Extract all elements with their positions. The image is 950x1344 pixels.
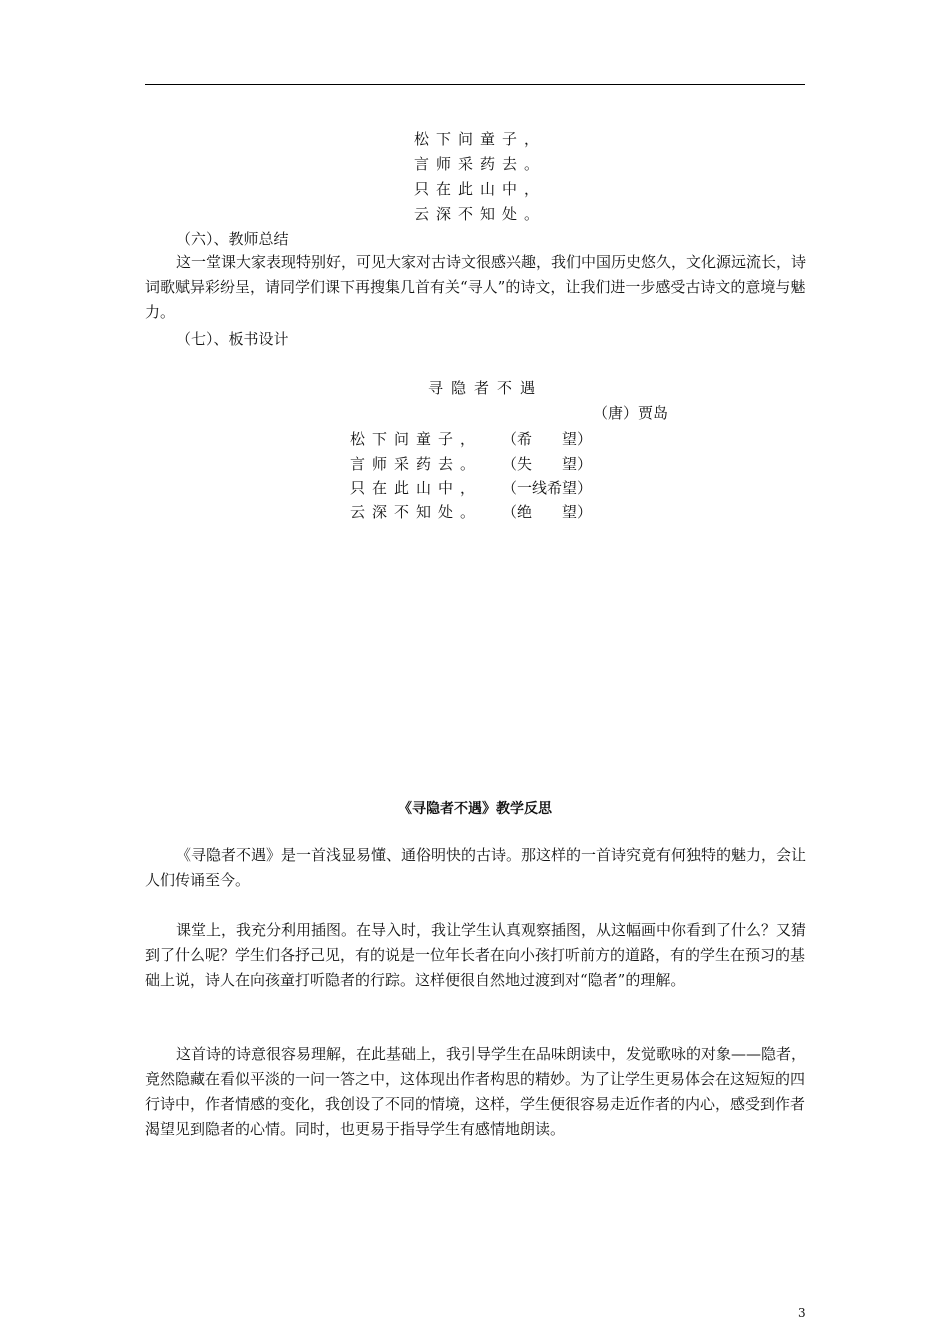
summary-paragraph: 这一堂课大家表现特别好，可见大家对古诗文很感兴趣，我们中国历史悠久，文化源远流长，诗词歌赋异彩纷呈，请同学们课下再搜集几首有关“寻人”的诗文，让我们进一步感受古诗文的意境与魅力。 — [145, 253, 807, 321]
board-poem-title: 寻隐者不遇 — [428, 379, 544, 397]
poem-line: 松下问童子， — [414, 130, 547, 148]
section-heading-summary: （六）、教师总结 — [176, 230, 289, 248]
board-line-text: 松下问童子， — [350, 430, 483, 448]
board-poem-author: （唐）贾岛 — [593, 404, 669, 422]
reflection-paragraph: 课堂上，我充分利用插图。在导入时，我让学生认真观察插图，从这幅画中你看到了什么？又猜到了什么呢？学生们各抒己见，有的说是一位年长者在向小孩打听前方的道路，有的学生在预习的基础上说，诗人在向孩童打听隐者的行踪。这样便很自然地过渡到对“隐者”的理解。 — [145, 921, 807, 989]
header-rule — [145, 84, 805, 85]
board-line-mood: （希 望） — [502, 430, 593, 448]
board-line — [350, 477, 592, 498]
board-line-text: 言师采药去。 — [350, 455, 483, 473]
page-number: 3 — [798, 1306, 806, 1320]
board-line-text: 云深不知处。 — [350, 503, 483, 521]
section-heading-board: （七）、板书设计 — [176, 330, 289, 348]
board-line-mood: （绝 望） — [502, 503, 593, 521]
poem-line: 云深不知处。 — [414, 205, 547, 223]
board-line-mood: （一线希望） — [502, 479, 593, 497]
poem-line: 言师采药去。 — [414, 155, 547, 173]
reflection-paragraph: 这首诗的诗意很容易理解，在此基础上，我引导学生在品味朗读中，发觉歌咏的对象——隐者，竟然隐藏在看似平淡的一问一答之中，这体现出作者构思的精妙。为了让学生更易体会在这短短的四行诗中，作者情感的变化，我创设了不同的情境，这样，学生便很容易走近作者的内心，感受到作者渴望见到隐者的心情。同时，也更易于指导学生有感情地朗读。 — [145, 1045, 807, 1138]
board-line — [350, 501, 592, 522]
board-line — [350, 453, 592, 474]
reflection-paragraph: 《寻隐者不遇》是一首浅显易懂、通俗明快的古诗。那这样的一首诗究竟有何独特的魅力，会让人们传诵至今。 — [145, 846, 807, 889]
board-line — [350, 428, 592, 449]
reflection-title: 《寻隐者不遇》教学反思 — [398, 801, 552, 817]
board-line-mood: （失 望） — [502, 455, 593, 473]
board-line-text: 只在此山中， — [350, 479, 483, 497]
poem-line: 只在此山中， — [414, 180, 547, 198]
